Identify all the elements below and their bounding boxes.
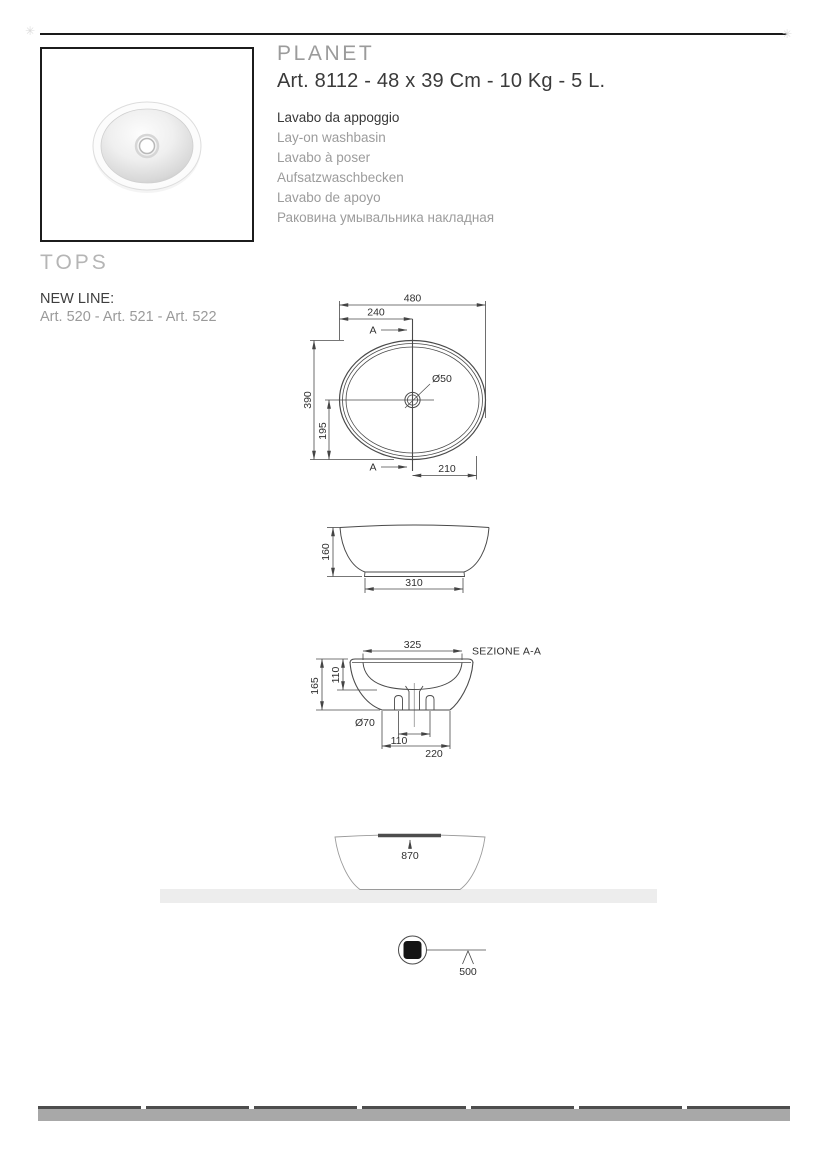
- washbasin-photo: [42, 49, 252, 240]
- countertop-band: [160, 889, 657, 903]
- top-divider: [40, 33, 787, 35]
- drain-height-drawing: [385, 928, 505, 980]
- dim-half-width: 240: [367, 306, 385, 319]
- dim-bottom-offset: 210: [438, 463, 456, 475]
- footer-bar-body: [38, 1109, 790, 1121]
- description-list: [277, 108, 605, 228]
- side-view-drawing: [315, 518, 500, 600]
- new-line-block: [40, 290, 217, 326]
- description-item-en: Lay-on washbasin: [277, 130, 386, 145]
- top-view-drawing: [295, 285, 510, 485]
- registration-mark-right: ✳: [782, 27, 793, 41]
- dim-base-width-section: 220: [425, 748, 443, 760]
- dim-drain-diameter-section: Ø70: [355, 717, 375, 729]
- title-block: [277, 42, 605, 228]
- product-name: PLANET: [277, 42, 375, 65]
- dim-drain-height: 500: [459, 966, 477, 978]
- description-item-es: Lavabo de apoyo: [277, 190, 381, 205]
- dim-basin-depth: 110: [330, 666, 342, 684]
- footer-bar: [38, 1106, 790, 1121]
- description-item-it: Lavabo da appoggio: [277, 110, 400, 125]
- section-marker-top: A: [369, 324, 377, 337]
- product-photo-frame: [40, 47, 254, 242]
- installation-view-drawing: [160, 828, 660, 908]
- dim-side-height: 160: [320, 543, 332, 561]
- dim-overall-height: 165: [309, 677, 321, 695]
- wall-drain-symbol: [404, 941, 422, 959]
- dim-rim-height: 870: [401, 850, 419, 862]
- section-title: SEZIONE A-A: [472, 645, 542, 658]
- product-spec: Art. 8112 - 48 x 39 Cm - 10 Kg - 5 L.: [277, 70, 606, 92]
- registration-mark-left: ✳: [25, 24, 36, 38]
- section-view-drawing: [300, 630, 540, 760]
- dim-holes-spacing: 110: [390, 735, 408, 747]
- new-line-label: NEW LINE:: [40, 291, 115, 307]
- dim-inner-width: 325: [403, 639, 422, 651]
- category-title: TOPS: [40, 251, 109, 274]
- description-item-de: Aufsatzwaschbecken: [277, 170, 404, 185]
- footer-bar-segments: [38, 1106, 790, 1109]
- section-marker-bottom: A: [369, 461, 377, 474]
- dim-side-base-width: 310: [405, 577, 423, 589]
- new-line-articles: Art. 520 - Art. 521 - Art. 522: [40, 309, 217, 325]
- dim-overall-width: 480: [403, 292, 422, 305]
- description-item-fr: Lavabo à poser: [277, 150, 371, 165]
- dim-half-depth: 195: [317, 422, 329, 440]
- dim-drain-diameter: Ø50: [432, 373, 452, 385]
- description-item-ru: Раковина умывальника накладная: [277, 210, 495, 225]
- dim-overall-depth: 390: [302, 391, 314, 409]
